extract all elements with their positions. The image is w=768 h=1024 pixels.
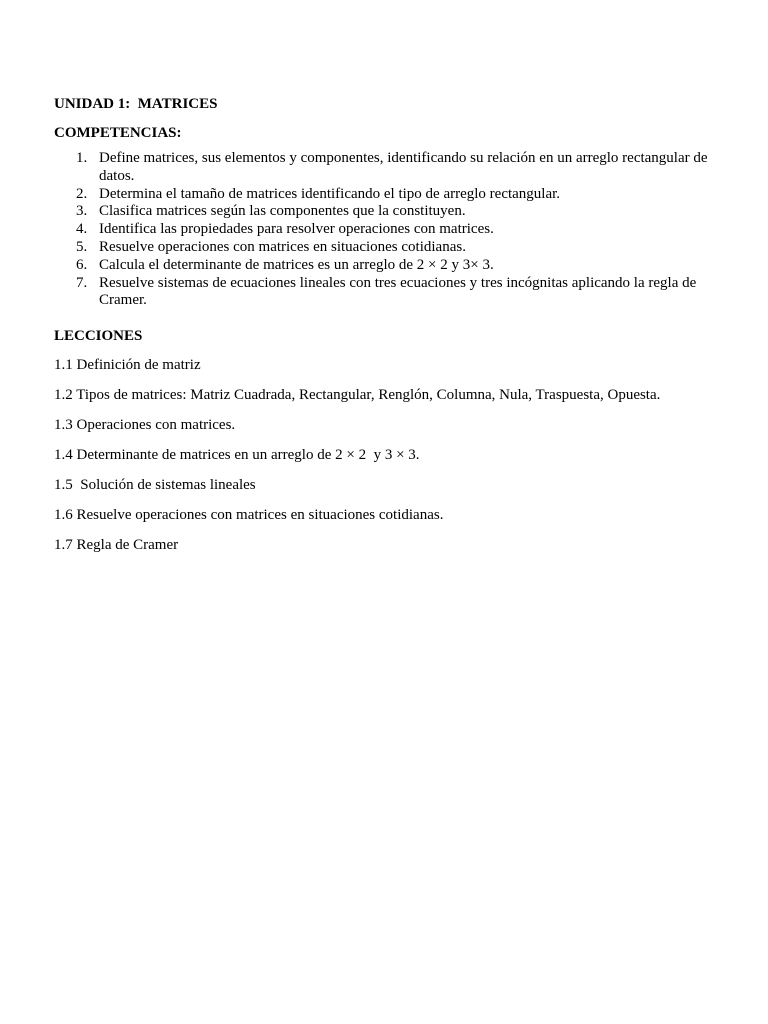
lessons-title: LECCIONES	[54, 328, 143, 345]
competency-number: 6.	[76, 256, 88, 273]
competency-text: Determina el tamaño de matrices identificando el tipo de arreglo rectangular.	[99, 185, 561, 202]
competencies-title: COMPETENCIAS:	[54, 125, 182, 141]
lesson-item: 1.7 Regla de Cramer	[54, 537, 179, 554]
lesson-item: 1.6 Resuelve operaciones con matrices en situaciones cotidianas.	[54, 507, 444, 524]
competency-item	[54, 239, 714, 257]
lesson-item: 1.1 Definición de matriz	[54, 357, 201, 374]
competency-item	[54, 275, 714, 311]
competency-item	[54, 150, 714, 186]
competency-item	[54, 257, 714, 275]
competency-item	[54, 221, 714, 239]
competency-text: Calcula el determinante de matrices es un arreglo de 2 × 2 y 3× 3.	[99, 256, 494, 273]
competency-text: Define matrices, sus elementos y componentes, identificando su relación en un arreglo rectangular de datos.	[99, 150, 708, 184]
unit-title: UNIDAD 1: MATRICES	[54, 96, 218, 112]
document-page	[54, 94, 714, 565]
competency-text: Identifica las propiedades para resolver operaciones con matrices.	[99, 221, 494, 238]
lesson-item: 1.2 Tipos de matrices: Matriz Cuadrada, Rectangular, Renglón, Columna, Nula, Traspuesta, Opuesta.	[54, 387, 661, 404]
competency-number: 4.	[76, 221, 88, 238]
competencies-list	[54, 150, 714, 310]
competency-text: Resuelve operaciones con matrices en situaciones cotidianas.	[99, 238, 466, 255]
lesson-item: 1.5 Solución de sistemas lineales	[54, 477, 256, 494]
competency-text: Resuelve sistemas de ecuaciones lineales con tres ecuaciones y tres incógnitas aplicando la regla de Cramer.	[99, 274, 697, 309]
competency-text: Clasifica matrices según las componentes que la constituyen.	[99, 203, 466, 220]
competency-number: 5.	[76, 238, 88, 255]
competency-number: 1.	[76, 150, 88, 166]
lesson-item: 1.3 Operaciones con matrices.	[54, 417, 236, 434]
competency-item	[54, 186, 714, 204]
competency-number: 3.	[76, 203, 88, 220]
lesson-item: 1.4 Determinante de matrices en un arreglo de 2 × 2 y 3 × 3.	[54, 447, 420, 464]
competency-number: 7.	[76, 274, 88, 291]
competency-number: 2.	[76, 185, 88, 202]
competency-item	[54, 203, 714, 221]
